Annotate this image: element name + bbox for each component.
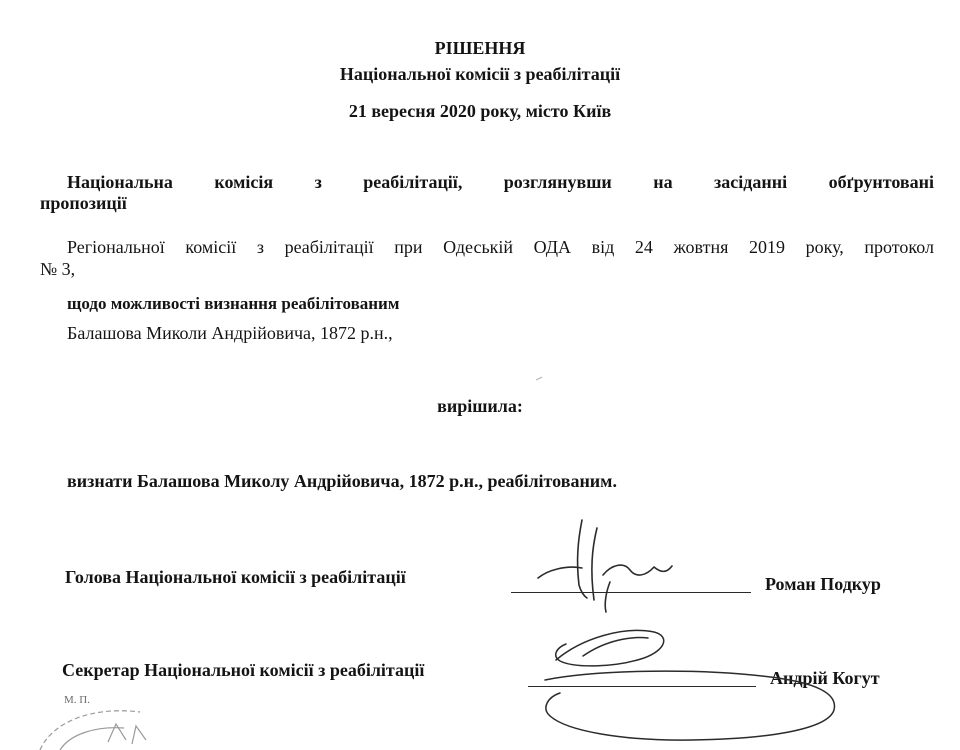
secretary-signature xyxy=(545,630,834,740)
document-title: РІШЕННЯ xyxy=(434,38,526,58)
signatory-role-secretary: Секретар Національної комісії з реабілітації xyxy=(62,660,425,680)
decided-label: вирішила: xyxy=(437,396,523,416)
intro-line-2: пропозиції xyxy=(40,193,127,213)
paper-mark xyxy=(536,377,542,380)
document-subtitle: Національної комісії з реабілітації xyxy=(339,64,621,84)
date-place: 21 вересня 2020 року, місто Київ xyxy=(348,101,612,121)
decision-text: визнати Балашова Миколу Андрійовича, 1872 р.н., реабілітованим. xyxy=(67,471,617,491)
stamp-label: М. П. xyxy=(64,694,90,706)
subject-heading: щодо можливості визнання реабілітованим xyxy=(67,294,400,313)
chair-signature xyxy=(538,520,672,612)
signatory-name-chair: Роман Подкур xyxy=(765,574,881,594)
source-line-2: № 3, xyxy=(40,259,76,279)
intro-line-1: Національна комісія з реабілітації, розглянувши на засіданні обґрунтовані xyxy=(67,172,934,192)
stamp-mark xyxy=(40,711,146,750)
person-name: Балашова Миколи Андрійовича, 1872 р.н., xyxy=(67,323,393,343)
signatory-name-secretary: Андрій Когут xyxy=(770,668,880,688)
signatory-role-chair: Голова Національної комісії з реабілітації xyxy=(65,567,406,587)
source-line-1: Регіональної комісії з реабілітації при Одеській ОДА від 24 жовтня 2019 року, протокол xyxy=(67,237,934,257)
